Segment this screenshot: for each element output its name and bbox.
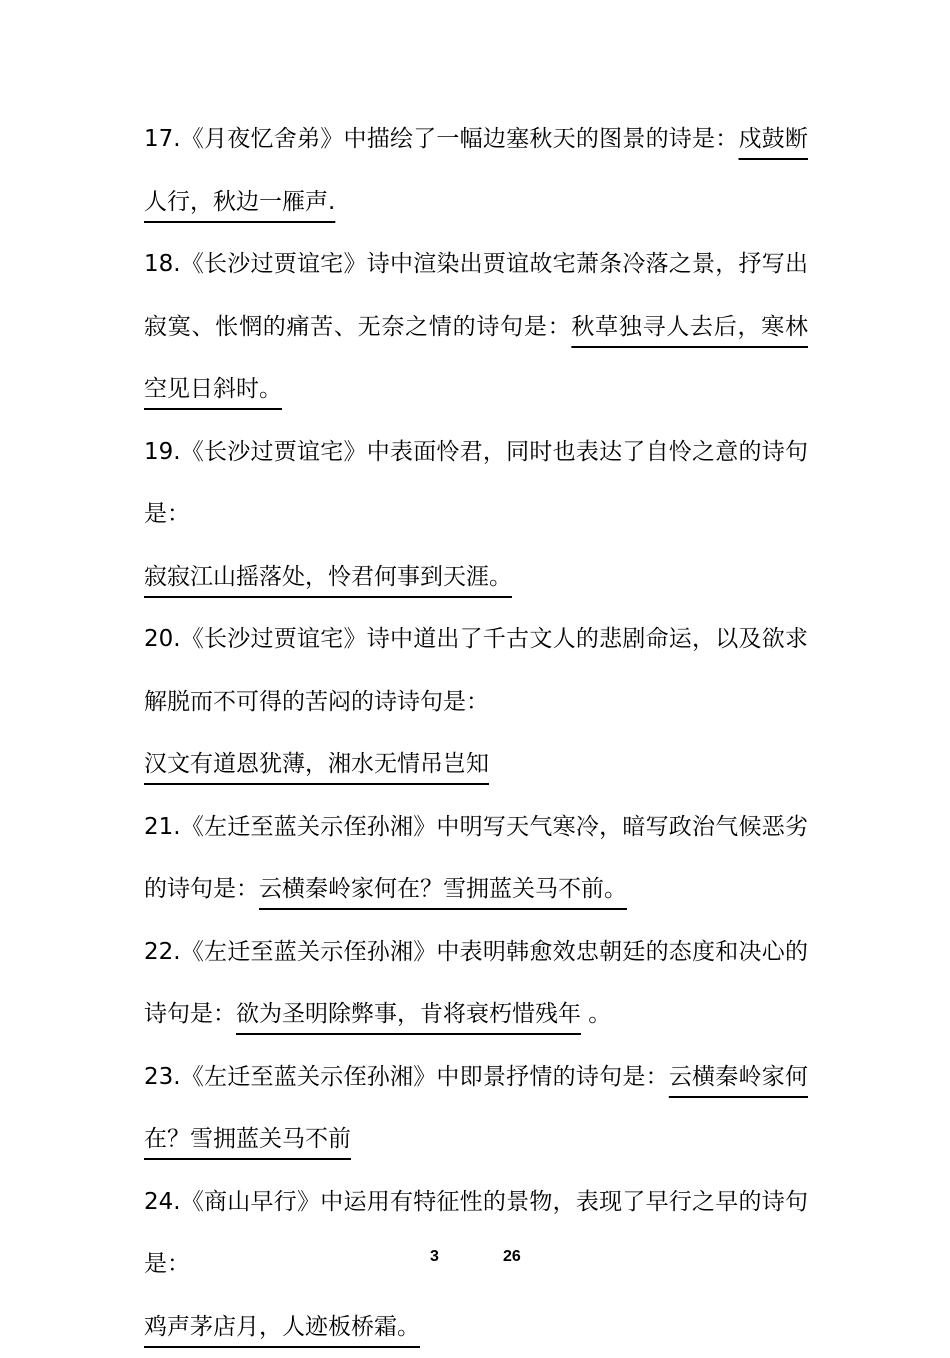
question-text: 20.《长沙过贾谊宅》诗中道出了千古文人的悲剧命运，以及欲求解脱而不可得的苦闷的诗诗句是： [144, 626, 808, 715]
question-list [144, 108, 808, 1358]
answer-tail: 。 [581, 1001, 611, 1027]
question-text: 19.《长沙过贾谊宅》中表面怜君，同时也表达了自怜之意的诗句是： [144, 439, 808, 528]
page-number: 3 [430, 1248, 439, 1266]
answer-text: 戍鼓断人行，秋边一雁声. [144, 126, 808, 215]
question-item [144, 108, 808, 233]
answer-text: 汉文有道恩犹薄，湘水无情吊岂知 [144, 751, 489, 777]
question-item [144, 1046, 808, 1171]
question-item [144, 1171, 808, 1358]
question-item [144, 608, 808, 796]
answer-text: 云横秦岭家何在？雪拥蓝关马不前。 [259, 876, 627, 902]
total-pages: 26 [503, 1248, 521, 1266]
question-text: 24.《商山早行》中运用有特征性的景物，表现了早行之早的诗句是： [144, 1189, 808, 1278]
question-item [144, 233, 808, 421]
answer-text: 秋草独寻人去后，寒林空见日斜时。 [144, 314, 808, 403]
answer-text: 欲为圣明除弊事，肯将衰朽惜残年 [236, 1001, 581, 1027]
answer-text: 寂寂江山摇落处，怜君何事到天涯。 [144, 564, 512, 590]
answer-text: 鸡声茅店月，人迹板桥霜。 [144, 1314, 420, 1340]
question-text: 22.《左迁至蓝关示侄孙湘》中表明韩愈效忠朝廷的态度和决心的诗句是： [144, 939, 808, 1028]
question-item [144, 796, 808, 921]
question-text: 21.《左迁至蓝关示侄孙湘》中明写天气寒冷，暗写政治气候恶劣的诗句是： [144, 814, 808, 903]
question-text: 17.《月夜忆舍弟》中描绘了一幅边塞秋天的图景的诗是： [144, 126, 739, 152]
question-item [144, 921, 808, 1046]
question-item [144, 421, 808, 609]
question-text: 18.《长沙过贾谊宅》诗中渲染出贾谊故宅萧条冷落之景，抒写出寂寞、怅惘的痛苦、无奈之情的诗句是： [144, 251, 808, 340]
answer-text: 云横秦岭家何在？雪拥蓝关马不前 [144, 1064, 808, 1153]
question-text: 23.《左迁至蓝关示侄孙湘》中即景抒情的诗句是： [144, 1064, 669, 1090]
